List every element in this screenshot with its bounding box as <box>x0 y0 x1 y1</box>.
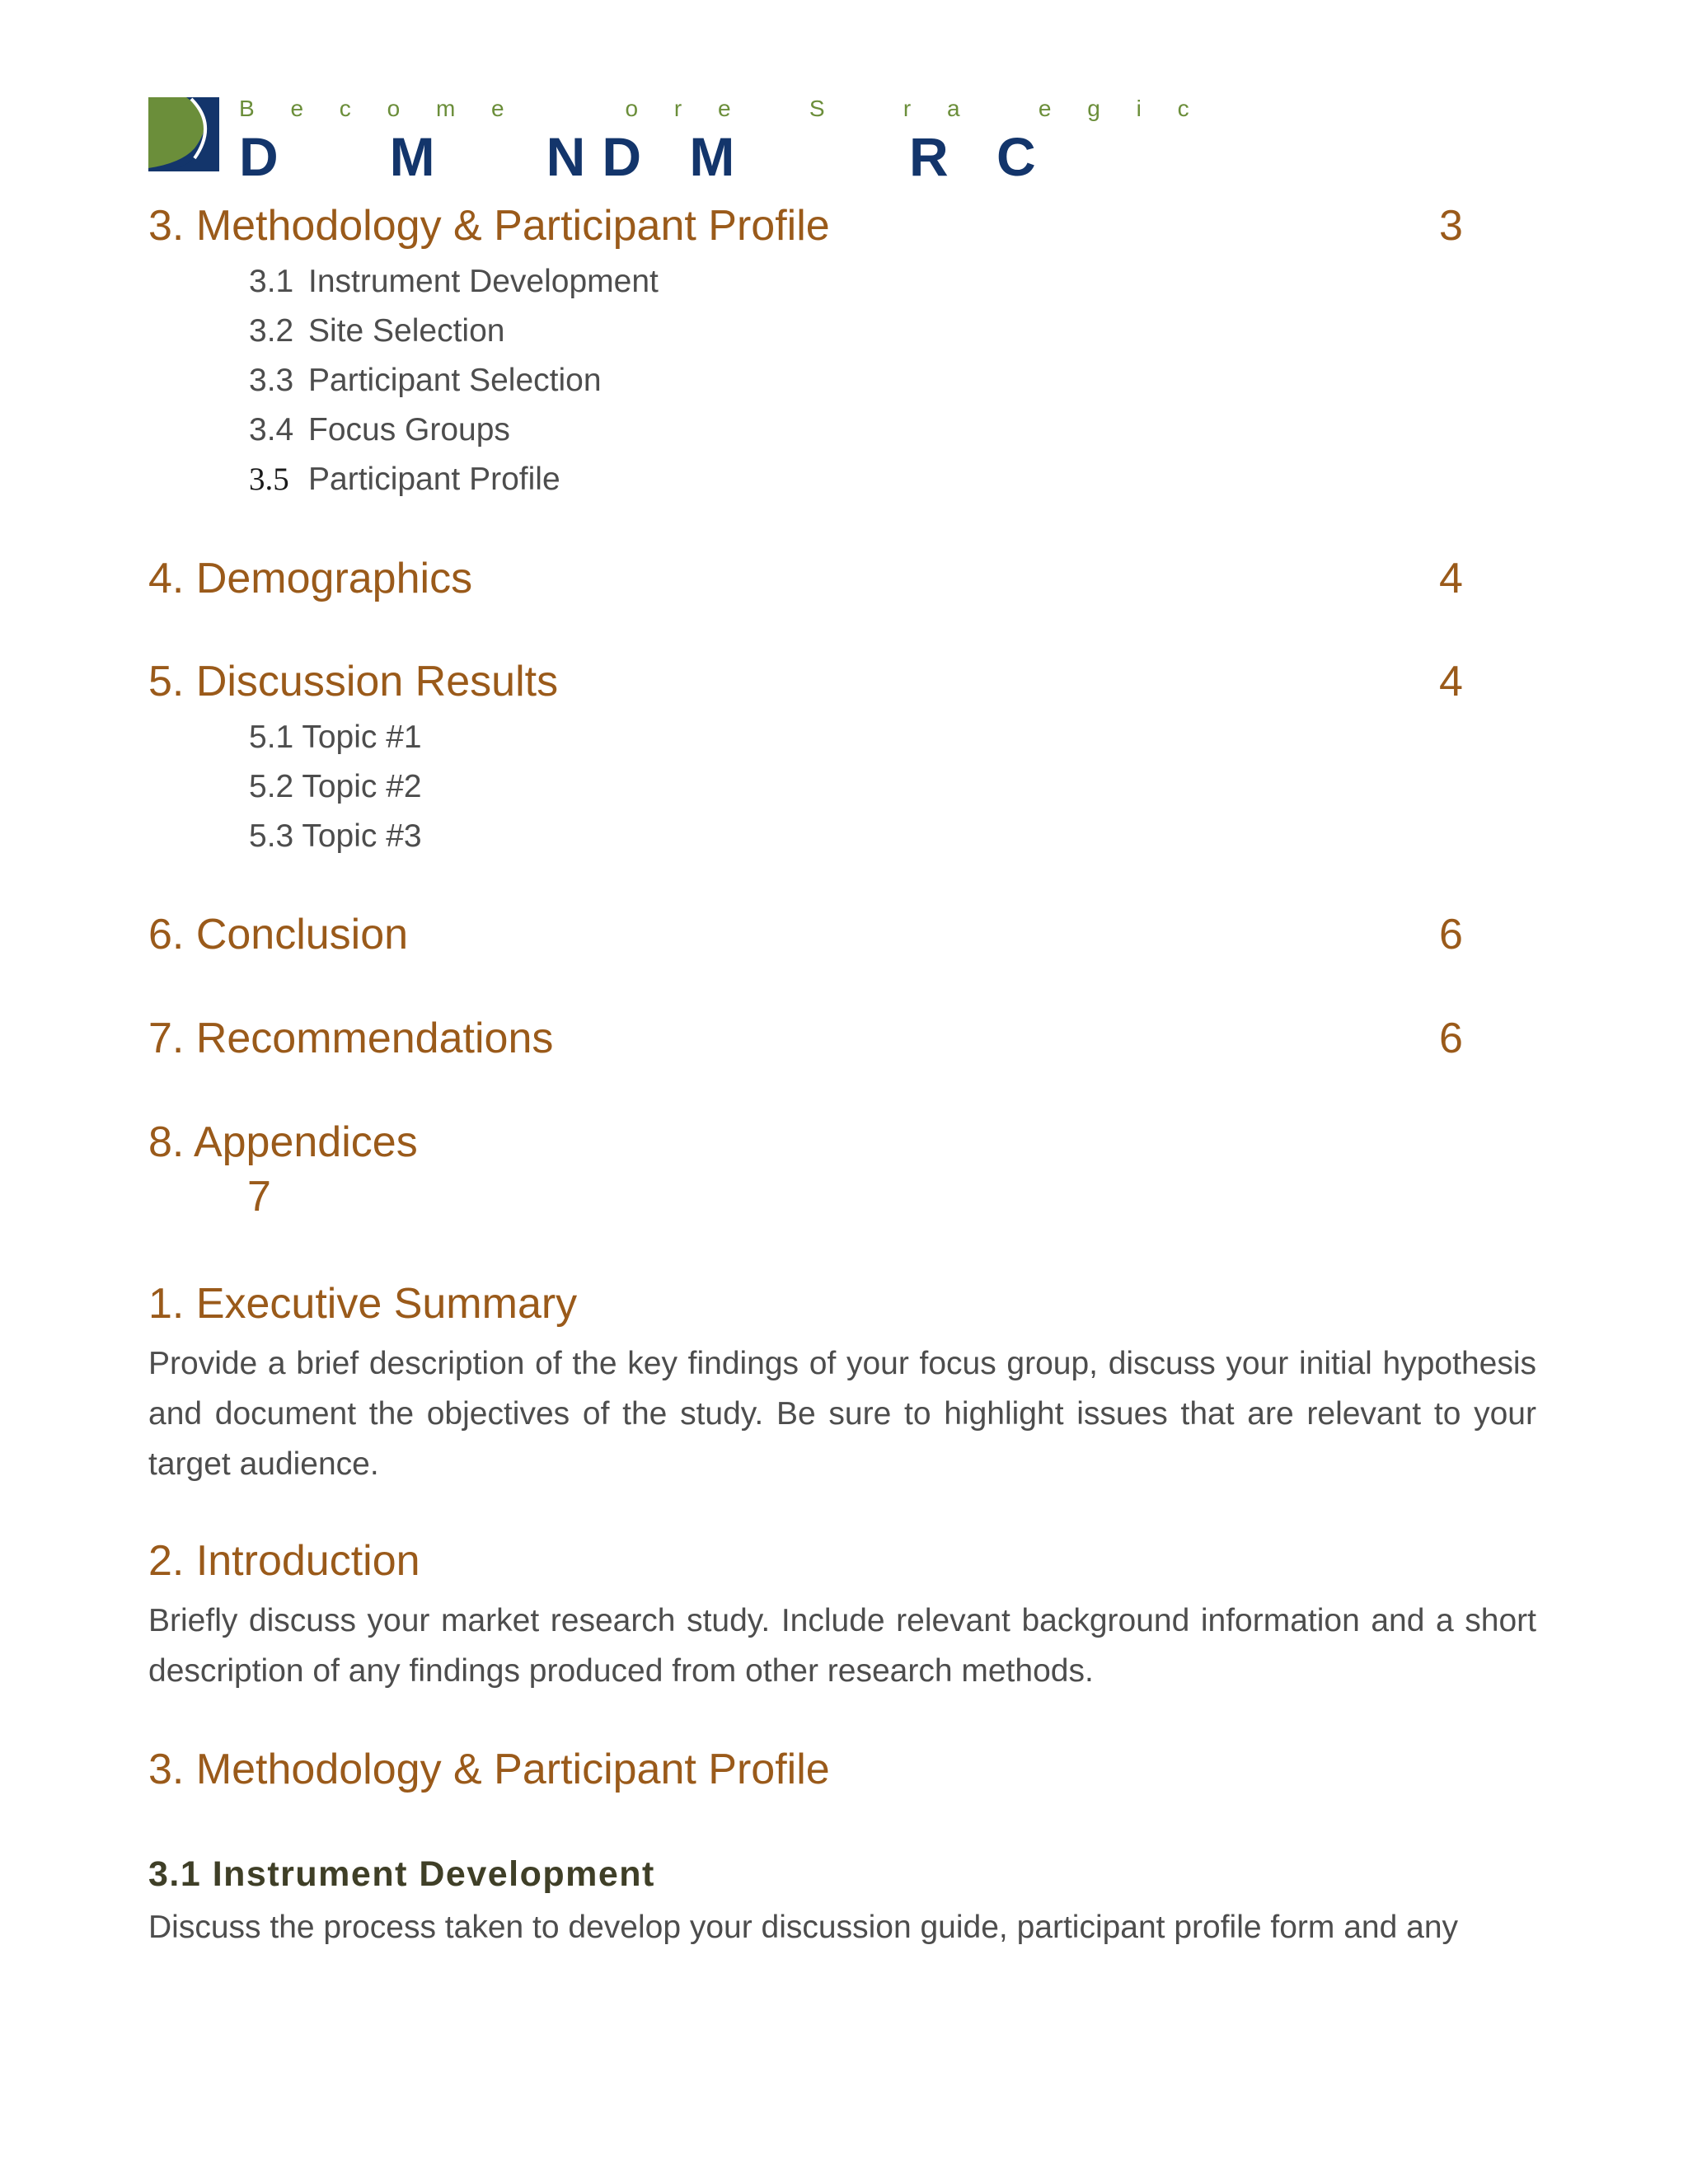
toc-entry-page: 3 <box>1439 202 1463 250</box>
section-heading-introduction: 2. Introduction <box>148 1537 420 1585</box>
logo-brand-name: D M ND M R C <box>239 126 1053 187</box>
toc-entry-page: 6 <box>1439 911 1463 958</box>
toc-subentry[interactable] <box>249 262 659 302</box>
toc-entry-title: 6. Conclusion <box>148 911 409 958</box>
toc-entry-page: 6 <box>1439 1015 1463 1062</box>
toc-entry-page: 4 <box>1439 658 1463 705</box>
toc-entry-title: 5. Discussion Results <box>148 658 559 705</box>
toc-subentry[interactable]: 5.1 Topic #1 <box>249 719 422 755</box>
toc-subentry-number: 3.4 <box>249 412 294 448</box>
instrument-development-text: Discuss the process taken to develop your discussion guide, participant profile form and any <box>148 1910 1459 1945</box>
toc-subentry-number: 3.2 <box>249 313 294 349</box>
toc-entry-page: 4 <box>1439 555 1463 602</box>
toc-entry-title: 7. Recommendations <box>148 1015 554 1062</box>
toc-subentry[interactable] <box>249 460 560 499</box>
toc-subentry[interactable]: 5.2 Topic #2 <box>249 769 422 804</box>
company-logo <box>148 96 1204 187</box>
toc-subentry-label: Participant Selection <box>308 363 602 398</box>
toc-entry-page: 7 <box>247 1173 271 1221</box>
logo-tagline: B e c o m e o r e S r a e g i c <box>239 96 1204 121</box>
toc-entry-title: 4. Demographics <box>148 555 473 602</box>
toc-subentry-number: 3.3 <box>249 363 294 398</box>
toc-subentry[interactable] <box>249 410 510 450</box>
toc-subentry[interactable]: 5.3 Topic #3 <box>249 818 422 854</box>
toc-subentry-number: 3.5 <box>249 462 289 497</box>
toc-entry-title: 8. Appendices <box>148 1118 418 1166</box>
toc-subentry-label: Participant Profile <box>308 462 560 497</box>
toc-subentry-label: Instrument Development <box>308 264 659 299</box>
toc-subentry-number: 3.1 <box>249 264 294 299</box>
toc-subentry-label: Focus Groups <box>308 412 510 448</box>
subsection-heading-instrument-development: 3.1 Instrument Development <box>148 1854 655 1894</box>
toc-subentry[interactable] <box>249 312 504 351</box>
toc-subentry-label: Site Selection <box>308 313 505 349</box>
executive-summary-text: Provide a brief description of the key findings of your focus group, discuss your initial hypothesis and document the objectives of the study. Be sure to highlight issues that are relevant to your target audience. <box>148 1346 1536 1482</box>
logo-mark-icon <box>148 97 219 171</box>
section-heading-executive-summary: 1. Executive Summary <box>148 1280 578 1328</box>
toc-subentry[interactable] <box>249 361 602 401</box>
introduction-text: Briefly discuss your market research study. Include relevant background information and a short description of any findings produced from other research methods. <box>148 1603 1536 1689</box>
section-heading-methodology: 3. Methodology & Participant Profile <box>148 1746 830 1793</box>
toc-entry-title: 3. Methodology & Participant Profile <box>148 202 830 250</box>
